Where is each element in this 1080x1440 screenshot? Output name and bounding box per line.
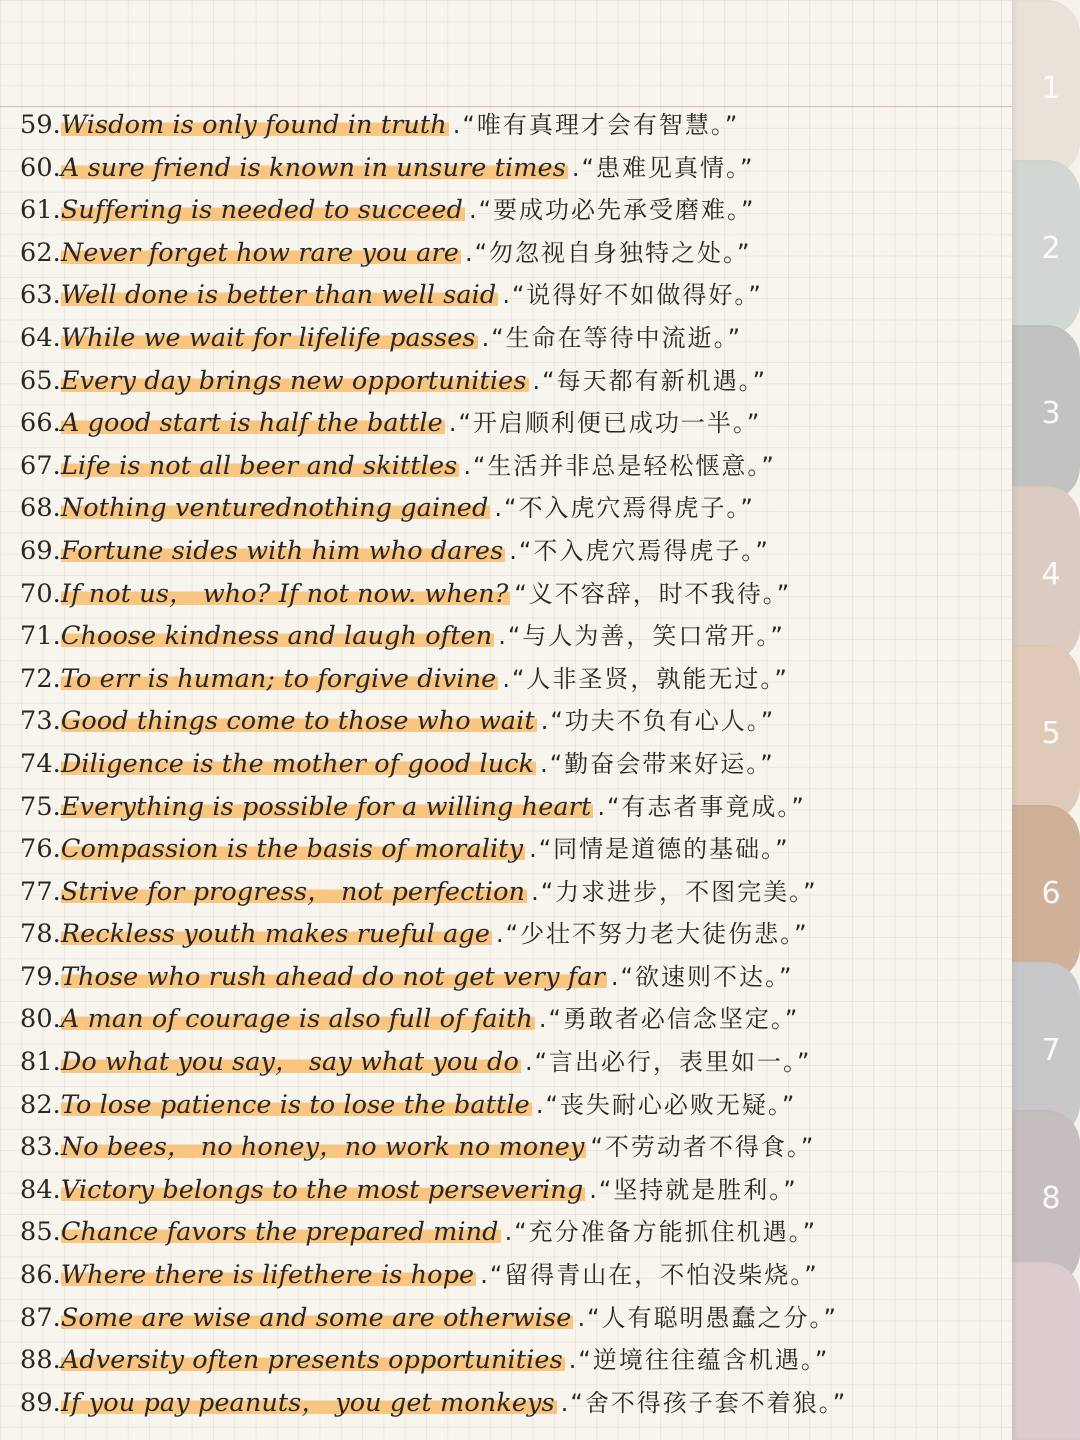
tab-5[interactable]	[1012, 645, 1080, 821]
quote-english: Suffering is needed to succeed	[60, 195, 463, 226]
quote-number: 70.	[20, 578, 61, 609]
quote-chinese: .“说得好不如做得好。”	[502, 281, 763, 310]
quote-number: 60.	[20, 152, 61, 183]
quote-number: 74.	[20, 748, 61, 779]
tab-label: 7	[1041, 1032, 1061, 1068]
quote-84	[20, 1169, 1010, 1212]
quote-english: Those who rush ahead do not get very far	[60, 961, 605, 992]
quote-chinese: .“人有聪明愚蠢之分。”	[577, 1303, 838, 1332]
quote-number: 83.	[20, 1132, 61, 1163]
quote-number: 62.	[20, 237, 61, 268]
quote-83	[20, 1126, 1010, 1169]
quote-english: Chance favors the prepared mind	[60, 1217, 499, 1248]
quote-english: A man of courage is also full of faith	[60, 1004, 533, 1035]
quote-number: 85.	[20, 1217, 61, 1248]
quote-chinese: .“少壮不努力老大徒伤悲。”	[496, 920, 809, 949]
tab-label: 4	[1041, 556, 1061, 592]
quote-chinese: .“有志者事竟成。”	[597, 792, 806, 821]
quote-number: 86.	[20, 1260, 61, 1291]
tab-label: 5	[1041, 715, 1061, 751]
quote-english: If not us， who? If not now. when?	[60, 578, 509, 609]
quote-74	[20, 743, 1010, 786]
quote-english: Compassion is the basis of morality	[60, 834, 524, 865]
quote-chinese: .“唯有真理才会有智慧。”	[452, 111, 740, 139]
quote-80	[20, 998, 1010, 1041]
quote-number: 71.	[20, 621, 61, 652]
tab-3[interactable]	[1012, 325, 1080, 501]
quote-number: 73.	[20, 706, 61, 737]
quote-number: 68.	[20, 493, 61, 524]
quote-list	[20, 104, 1010, 1424]
quote-chinese: .“坚持就是胜利。”	[589, 1175, 798, 1204]
quote-number: 88.	[20, 1345, 61, 1376]
quote-65	[20, 360, 1010, 403]
quote-english: If you pay peanuts， you get monkeys	[60, 1387, 555, 1418]
quote-english: To lose patience is to lose the battle	[60, 1089, 530, 1120]
quote-number: 79.	[20, 961, 61, 992]
quote-chinese: .“欲速则不达。”	[610, 962, 794, 991]
quote-chinese: .“要成功必先承受磨难。”	[469, 196, 756, 225]
quote-english: Where there is lifethere is hope	[60, 1260, 475, 1291]
quote-60	[20, 147, 1010, 190]
quote-chinese: .“留得青山在，不怕没柴烧。”	[480, 1261, 819, 1290]
tab-8[interactable]	[1012, 1110, 1080, 1286]
tab-label: 1	[1041, 70, 1061, 106]
quote-64	[20, 317, 1010, 360]
quote-english: Do what you say， say what you do	[60, 1047, 519, 1078]
quote-english: Diligence is the mother of good luck	[60, 748, 535, 779]
quote-english: Fortune sides with him who dares	[60, 535, 504, 566]
quote-english: Good things come to those who wait	[60, 706, 535, 737]
quote-chinese: .“勤奋会带来好运。”	[540, 749, 775, 778]
tab-2[interactable]	[1012, 160, 1080, 336]
tab-4[interactable]	[1012, 486, 1080, 662]
quote-english: No bees， no honey，no work no money	[60, 1132, 585, 1163]
quote-english: While we wait for lifelife passes	[60, 322, 476, 353]
quote-number: 84.	[20, 1174, 61, 1205]
quote-61	[20, 189, 1010, 232]
quote-67	[20, 445, 1010, 488]
quote-english: A sure friend is known in unsure times	[60, 152, 566, 183]
quote-88	[20, 1339, 1010, 1382]
quote-63	[20, 274, 1010, 317]
tab-label: 2	[1041, 230, 1061, 266]
quote-number: 69.	[20, 535, 61, 566]
quote-87	[20, 1297, 1010, 1340]
quote-english: Reckless youth makes rueful age	[60, 919, 491, 950]
quote-71	[20, 615, 1010, 658]
quote-chinese: .“逆境往往蕴含机遇。”	[568, 1346, 830, 1375]
quote-number: 76.	[20, 834, 61, 865]
quote-chinese: .“勇敢者必信念坚定。”	[538, 1005, 800, 1034]
quote-number: 64.	[20, 322, 61, 353]
quote-chinese: .“言出必行，表里如一。”	[524, 1048, 812, 1077]
quote-66	[20, 402, 1010, 445]
quote-chinese: .“不入虎穴焉得虎子。”	[494, 494, 755, 523]
quote-chinese: “不劳动者不得食。”	[590, 1133, 816, 1162]
quote-english: Everything is possible for a willing heart	[60, 791, 592, 822]
tab-9[interactable]	[1012, 1262, 1080, 1440]
quote-73	[20, 700, 1010, 743]
quote-chinese: .“勿忽视自身独特之处。”	[464, 238, 752, 267]
quote-82	[20, 1084, 1010, 1127]
quote-english: Choose kindness and laugh often	[60, 621, 493, 652]
quote-number: 67.	[20, 450, 61, 481]
quote-chinese: .“功夫不负有心人。”	[540, 707, 776, 736]
quote-chinese: .“丧失耐心必败无疑。”	[535, 1090, 797, 1119]
quote-68	[20, 487, 1010, 530]
quote-number: 72.	[20, 663, 61, 694]
quote-chinese: .“力求进步，不图完美。”	[531, 877, 818, 906]
quote-english: Strive for progress， not perfection	[60, 876, 526, 907]
quote-number: 65.	[20, 365, 61, 396]
quote-86	[20, 1254, 1010, 1297]
quote-59	[20, 104, 1010, 147]
quote-number: 80.	[20, 1004, 61, 1035]
quote-chinese: .“患难见真情。”	[571, 153, 755, 182]
tab-1[interactable]	[1012, 0, 1080, 176]
quote-english: Well done is better than well said	[60, 280, 497, 311]
quote-number: 63.	[20, 280, 61, 311]
tab-label: 6	[1041, 875, 1061, 911]
quote-chinese: .“每天都有新机遇。”	[532, 366, 768, 395]
quote-number: 81.	[20, 1047, 61, 1078]
quote-77	[20, 871, 1010, 914]
quote-69	[20, 530, 1010, 573]
quote-number: 66.	[20, 408, 61, 439]
quote-english: Wisdom is only found in truth	[60, 110, 447, 140]
quote-number: 82.	[20, 1089, 61, 1120]
quote-72	[20, 658, 1010, 701]
quote-english: Some are wise and some are otherwise	[60, 1302, 572, 1333]
quote-english: To err is human; to forgive divine	[60, 663, 497, 694]
quote-81	[20, 1041, 1010, 1084]
quote-number: 75.	[20, 791, 61, 822]
quote-chinese: .“同情是道德的基础。”	[529, 835, 790, 864]
quote-85	[20, 1211, 1010, 1254]
quote-number: 77.	[20, 876, 61, 907]
quote-chinese: .“生活并非总是轻松惬意。”	[463, 451, 776, 480]
quote-chinese: “义不容辞，时不我待。”	[514, 579, 792, 608]
quote-chinese: .“与人为善，笑口常开。”	[498, 622, 785, 651]
quote-chinese: .“生命在等待中流逝。”	[481, 323, 743, 352]
quote-62	[20, 232, 1010, 275]
quote-english: Never forget how rare you are	[60, 237, 459, 268]
quote-number: 89.	[20, 1387, 61, 1418]
quote-78	[20, 913, 1010, 956]
tab-label: 8	[1041, 1180, 1061, 1216]
quote-chinese: .“舍不得孩子套不着狼。”	[560, 1388, 848, 1417]
quote-english: Adversity often presents opportunities	[60, 1345, 563, 1376]
quote-chinese: .“开启顺利便已成功一半。”	[448, 409, 762, 438]
quote-number: 61.	[20, 195, 61, 226]
quote-76	[20, 828, 1010, 871]
quote-chinese: .“人非圣贤，孰能无过。”	[502, 664, 789, 693]
quote-english: Victory belongs to the most persevering	[60, 1174, 584, 1205]
tab-label: 3	[1041, 395, 1061, 431]
tab-6[interactable]	[1012, 805, 1080, 981]
quote-number: 59.	[20, 110, 61, 140]
quote-number: 78.	[20, 919, 61, 950]
quote-english: Every day brings new opportunities	[60, 365, 527, 396]
quote-89	[20, 1382, 1010, 1425]
quote-english: Life is not all beer and skittles	[60, 450, 458, 481]
quote-70	[20, 573, 1010, 616]
quote-chinese: .“充分准备方能抓住机遇。”	[504, 1218, 818, 1247]
quote-english: A good start is half the battle	[60, 408, 443, 439]
quote-79	[20, 956, 1010, 999]
quote-number: 87.	[20, 1302, 61, 1333]
quote-75	[20, 786, 1010, 829]
quote-english: Nothing venturednothing gained	[60, 493, 489, 524]
quote-chinese: .“不入虎穴焉得虎子。”	[509, 536, 770, 565]
